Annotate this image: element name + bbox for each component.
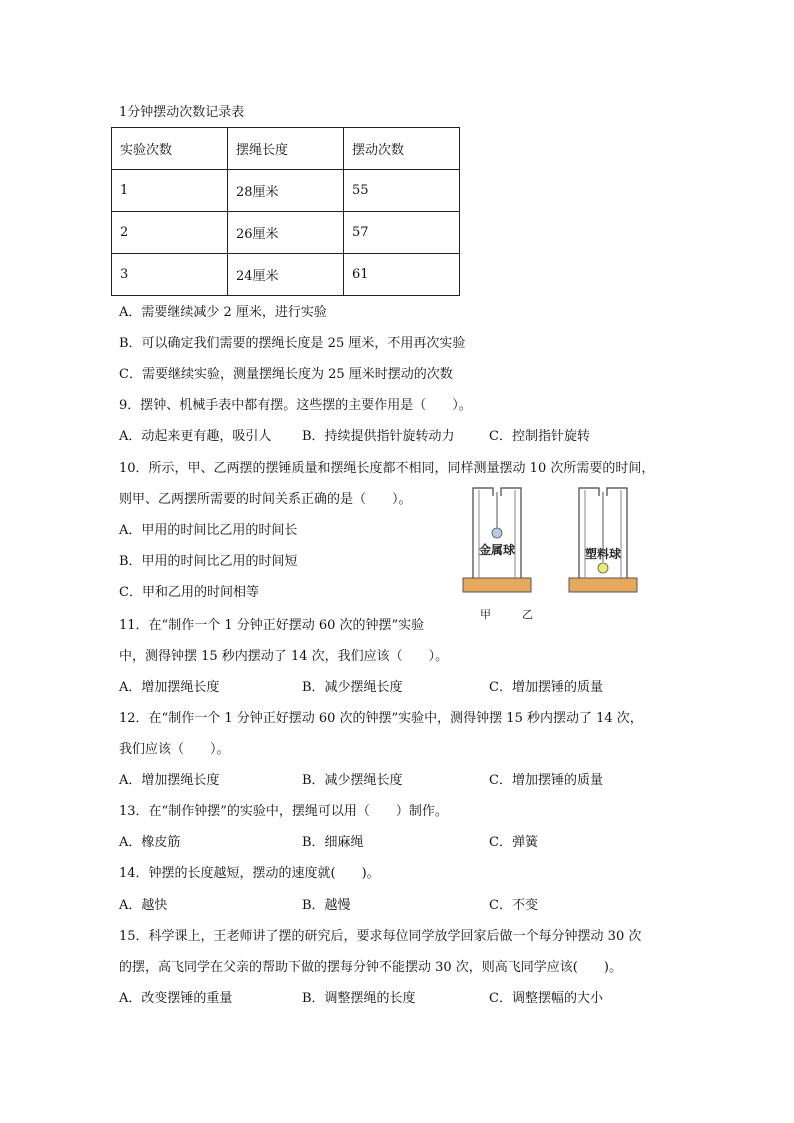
table-caption: 1分钟摆动次数记录表 xyxy=(119,105,245,120)
q11-option-a: A．增加摆绳长度 xyxy=(119,680,220,695)
q15-stem-line1: 15．科学课上，王老师讲了摆的研究后，要求每位同学放学回家后做一个每分钟摆动 30 次 xyxy=(119,929,642,944)
q14-stem: 14．钟摆的长度越短，摆动的速度就( )。 xyxy=(119,866,380,881)
record-table xyxy=(111,127,460,296)
table-cell: 57 xyxy=(344,212,460,254)
q15-option-a: A．改变摆锤的重量 xyxy=(119,991,233,1006)
q9-option-c: C．控制指针旋转 xyxy=(489,429,590,444)
q9-option-b: B．持续提供指针旋转动力 xyxy=(302,429,455,444)
metal-ball-label: 金属球 xyxy=(478,543,516,557)
table-row xyxy=(112,254,460,296)
pendulum-figure xyxy=(455,482,645,622)
header-cell: 摆绳长度 xyxy=(228,128,344,170)
plastic-ball-label: 塑料球 xyxy=(584,547,622,561)
q14-option-b: B．越慢 xyxy=(302,898,351,913)
q13-option-c: C．弹簧 xyxy=(489,835,538,850)
table-cell: 2 xyxy=(112,212,228,254)
q12-option-a: A．增加摆绳长度 xyxy=(119,773,220,788)
table-cell: 24厘米 xyxy=(228,254,344,296)
table-row xyxy=(112,212,460,254)
q15-option-c: C．调整摆幅的大小 xyxy=(489,991,603,1006)
table-cell: 61 xyxy=(344,254,460,296)
q13-option-b: B．细麻绳 xyxy=(302,835,364,850)
table-cell: 28厘米 xyxy=(228,170,344,212)
q9-option-a: A．动起来更有趣，吸引人 xyxy=(119,429,272,444)
q10-stem-line2: 则甲、乙两摆所需要的时间关系正确的是（ ）。 xyxy=(119,492,412,507)
q9-stem: 9．摆钟、机械手表中都有摆。这些摆的主要作用是（ ）。 xyxy=(119,398,472,413)
q13-stem: 13．在“制作钟摆”的实验中，摆绳可以用（ ）制作。 xyxy=(119,804,448,819)
header-cell: 摆动次数 xyxy=(344,128,460,170)
q14-option-a: A．越快 xyxy=(119,898,168,913)
q13-option-a: A．橡皮筋 xyxy=(119,835,181,850)
label-jia: 甲 xyxy=(480,608,491,621)
q11-option-c: C．增加摆锤的质量 xyxy=(489,680,603,695)
q8-option-a: A．需要继续减少 2 厘米，进行实验 xyxy=(119,305,327,320)
q8-option-c: C．需要继续实验，测量摆绳长度为 25 厘米时摆动的次数 xyxy=(119,367,453,382)
table-cell: 55 xyxy=(344,170,460,212)
q10-option-b: B．甲用的时间比乙用的时间短 xyxy=(119,554,298,569)
table-cell: 3 xyxy=(112,254,228,296)
q12-option-c: C．增加摆锤的质量 xyxy=(489,773,603,788)
q10-stem-line1: 10．所示，甲、乙两摆的摆锤质量和摆绳长度都不相同，同样测量摆动 10 次所需要的时间， xyxy=(119,461,655,476)
q8-option-b: B．可以确定我们需要的摆绳长度是 25 厘米，不用再次实验 xyxy=(119,336,466,351)
table-row xyxy=(112,170,460,212)
label-yi: 乙 xyxy=(522,608,533,621)
q11-option-b: B．减少摆绳长度 xyxy=(302,680,403,695)
pendulum-right xyxy=(569,488,637,592)
table-header-row xyxy=(112,128,460,170)
table-cell: 1 xyxy=(112,170,228,212)
header-cell: 实验次数 xyxy=(112,128,228,170)
q12-stem-line1: 12．在“制作一个 1 分钟正好摆动 60 次的钟摆”实验中，测得钟摆 15 秒内摆动了 14 次， xyxy=(119,711,643,726)
q14-option-c: C．不变 xyxy=(489,898,538,913)
table-cell: 26厘米 xyxy=(228,212,344,254)
pendulum-left xyxy=(463,488,531,592)
q10-option-c: C．甲和乙用的时间相等 xyxy=(119,585,259,600)
q10-option-a: A．甲用的时间比乙用的时间长 xyxy=(119,523,298,538)
q11-stem-line2: 中，测得钟摆 15 秒内摆动了 14 次，我们应该（ ）。 xyxy=(119,649,449,664)
q15-stem-line2: 的摆，高飞同学在父亲的帮助下做的摆每分钟不能摆动 30 次，则高飞同学应该( )。 xyxy=(119,960,622,975)
q12-option-b: B．减少摆绳长度 xyxy=(302,773,403,788)
q15-option-b: B．调整摆绳的长度 xyxy=(302,991,416,1006)
q11-stem-line1: 11．在“制作一个 1 分钟正好摆动 60 次的钟摆”实验 xyxy=(119,618,425,633)
q12-stem-line2: 我们应该（ ）。 xyxy=(119,742,230,757)
